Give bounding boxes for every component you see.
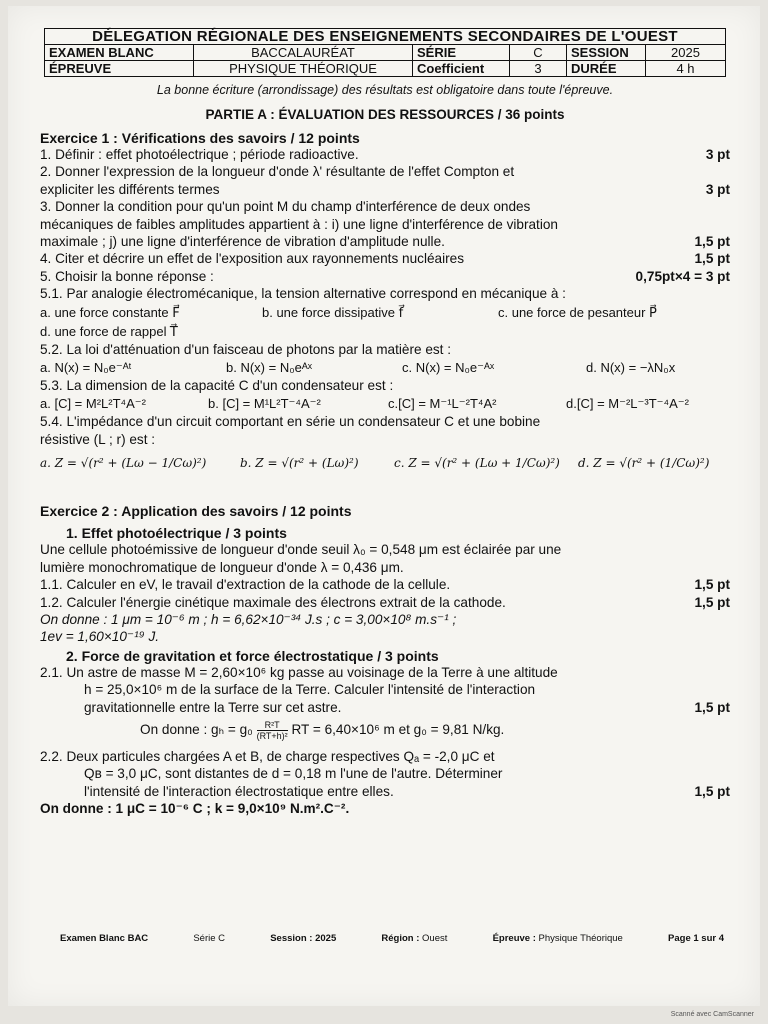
q2-line-1: 2. Donner l'expression de la longueur d'onde λ' résultante de l'effet Compton et (40, 164, 515, 180)
exam-content (40, 28, 730, 944)
header-duree-value: 4 h (646, 61, 726, 77)
q1-points: 3 pt (705, 147, 730, 162)
header-coef-label: Coefficient (413, 61, 510, 77)
header-duree-label: DURÉE (567, 61, 646, 77)
header-serie-label: SÉRIE (413, 45, 510, 61)
q5-4-option-c: c. Z = √(r² + (Lω + 1/Cω)²) (394, 456, 560, 471)
exercise-1-title: Exercice 1 : Vérifications des savoirs / 12 points (40, 130, 360, 146)
q5-2-option-b: b. N(x) = N₀eᴬˣ (226, 360, 312, 376)
header-epreuve-label: ÉPREUVE (45, 61, 194, 77)
footer-region: Ouest (422, 933, 448, 944)
header-exam-name: BACCALAURÉAT (194, 45, 413, 61)
footer-epreuve: Physique Théorique (538, 933, 623, 944)
header-session-label: SESSION (567, 45, 646, 61)
footer-exam: Examen Blanc BAC (60, 933, 149, 944)
q1-2-points: 1,5 pt (694, 594, 730, 610)
part-a-title: PARTIE A : ÉVALUATION DES RESSOURCES / 36 points (205, 107, 565, 122)
page-footer (60, 933, 724, 944)
q5-3-option-b: b. [C] = M¹L²T⁻⁴A⁻² (208, 396, 321, 412)
exam-sheet (8, 6, 760, 1006)
q2-1-points: 1,5 pt (694, 699, 730, 715)
ex2-s1-line-1: Une cellule photoémissive de longueur d'onde seuil λ₀ = 0,548 μm est éclairée par une (40, 542, 562, 558)
footer-region-label: Région : (381, 933, 420, 944)
ex2-section-1-title: 1. Effet photoélectrique / 3 points (66, 525, 287, 542)
gravity-fraction: $\frac{\text{R²T}}{\text{(RT+h)²}}$ (256, 719, 288, 741)
q5-2-option-c: c. N(x) = N₀e⁻ᴬˣ (402, 360, 495, 376)
q5-4-options (40, 454, 730, 473)
q5-4-line-1: 5.4. L'impédance d'un circuit comportant en série un condensateur C et une bobine (40, 414, 541, 430)
footer-session: 2025 (315, 933, 337, 944)
q5-3-option-d: d.[C] = M⁻²L⁻³T⁻⁴A⁻² (566, 396, 689, 412)
header-epreuve-value: PHYSIQUE THÉORIQUE (194, 61, 413, 77)
q5-points: 0,75pt×4 = 3 pt (635, 268, 730, 284)
q5-3-option-c: c.[C] = M⁻¹L⁻²T⁴A² (388, 396, 497, 412)
q1-1-points: 1,5 pt (694, 577, 730, 593)
q2-2-line-2: Qʙ = 3,0 μC, sont distantes de d = 0,18 m l'une de l'autre. Déterminer (84, 766, 503, 782)
q5-1: 5.1. Par analogie électromécanique, la tension alternative correspond en mécanique à : (40, 286, 566, 302)
q5-4-line-2: résistive (L ; r) est : (40, 431, 156, 447)
q5-4-option-d: d. Z = √(r² + (1/Cω)²) (578, 456, 710, 471)
q2-1-line-3: gravitationnelle entre la Terre sur cet astre. 1,5 pt (84, 699, 730, 715)
q2-line-2: expliciter les différents termes 3 pt (40, 181, 730, 197)
q5-1-option-c: c. une force de pesanteur P⃗ (498, 304, 657, 320)
ex2-s2-given: On donne : 1 μC = 10⁻⁶ C ; k = 9,0×10⁹ N.m².C⁻². (40, 801, 350, 817)
q5-1-options (40, 303, 730, 322)
q5-2-option-d: d. N(x) = −λN₀x (586, 360, 676, 376)
footer-serie: Série C (193, 933, 226, 944)
scanner-watermark: Scanné avec CamScanner (670, 1011, 754, 1018)
header-serie-value: C (510, 45, 567, 61)
footer-epreuve-label: Épreuve : (492, 933, 536, 944)
header-session-value: 2025 (646, 45, 726, 61)
q4: 4. Citer et décrire un effet de l'exposition aux rayonnements nucléaires 1,5 pt (40, 251, 730, 267)
ex2-s1-line-2: lumière monochromatique de longueur d'onde λ = 0,436 μm. (40, 559, 404, 575)
q5-4-option-a: a. Z = √(r² + (Lω − 1/Cω)²) (40, 456, 207, 471)
q5-2-options (40, 358, 730, 377)
q5-2: 5.2. La loi d'atténuation d'un faisceau de photons par la matière est : (40, 341, 452, 357)
q5-4-option-b: b. Z = √(r² + (Lω)²) (240, 456, 359, 471)
q5-3: 5.3. La dimension de la capacité C d'un condensateur est : (40, 378, 394, 394)
header-exam-type: EXAMEN BLANC (45, 45, 194, 61)
header-coef-value: 3 (510, 61, 567, 77)
writing-note: La bonne écriture (arrondissage) des résultats est obligatoire dans toute l'épreuve. (156, 83, 614, 97)
exercise-2-title: Exercice 2 : Application des savoirs / 12 points (40, 503, 352, 520)
q5-1-option-d-row (40, 322, 730, 341)
header-title: DÉLEGATION RÉGIONALE DES ENSEIGNEMENTS SECONDAIRES DE L'OUEST (45, 29, 726, 45)
footer-session-label: Session : (270, 933, 313, 944)
q2-points: 3 pt (705, 181, 730, 197)
q4-points: 1,5 pt (694, 251, 730, 267)
q2-1-line-1: 2.1. Un astre de masse M = 2,60×10⁶ kg passe au voisinage de la Terre à une altitude (40, 664, 558, 680)
q1-1: 1.1. Calculer en eV, le travail d'extraction de la cathode de la cellule. 1,5 pt (40, 577, 730, 593)
q3-line-3: maximale ; j) une ligne d'interférence de vibration d'amplitude nulle. 1,5 pt (40, 234, 730, 250)
q3-points: 1,5 pt (694, 234, 730, 250)
q2-2-line-1: 2.2. Deux particules chargées A et B, de charge respectives Qₐ = -2,0 μC et (40, 748, 495, 764)
q2-1-line-2: h = 25,0×10⁶ m de la surface de la Terre. Calculer l'intensité de l'interaction (84, 682, 536, 698)
q5-1-option-d: d. une force de rappel T⃗ (40, 323, 178, 339)
footer-page-number: Page 1 sur 4 (668, 933, 724, 944)
q5-1-option-b: b. une force dissipative f⃗ (262, 304, 404, 320)
q5-1-option-a: a. une force constante F⃗ (40, 304, 180, 320)
ex2-s1-given-2: 1ev = 1,60×10⁻¹⁹ J. (40, 629, 160, 645)
q2-2-points: 1,5 pt (694, 783, 730, 799)
ex2-s1-given-1: On donne : 1 μm = 10⁻⁶ m ; h = 6,62×10⁻³⁴ J.s ; c = 3,00×10⁸ m.s⁻¹ ; (40, 611, 457, 627)
q2-2-line-3: l'intensité de l'interaction électrostatique entre elles. 1,5 pt (84, 783, 730, 799)
q5-3-option-a: a. [C] = M²L²T⁴A⁻² (40, 396, 146, 412)
q1: 1. Définir : effet photoélectrique ; période radioactive. 3 pt (40, 147, 730, 162)
q3-line-2: mécaniques de faibles amplitudes appartient à : i) une ligne d'interférence de vibration (40, 216, 558, 232)
q1-2: 1.2. Calculer l'énergie cinétique maximale des électrons extrait de la cathode. 1,5 pt (40, 594, 730, 610)
q3-line-1: 3. Donner la condition pour qu'un point M du champ d'interférence de deux ondes (40, 199, 531, 215)
q2-1-given: On donne : gₕ = g₀ $\frac{\text{R²T}}{\text{(RT+h)²}}$ RT = 6,40×10⁶ m et g₀ = 9,81 N/kg. (140, 719, 505, 741)
q5: 5. Choisir la bonne réponse : 0,75pt×4 = 3 pt (40, 268, 730, 284)
q5-2-option-a: a. N(x) = N₀e⁻ᴬᵗ (40, 360, 132, 376)
exam-header-table (44, 28, 726, 77)
ex2-section-2-title: 2. Force de gravitation et force électrostatique / 3 points (66, 647, 439, 664)
q5-3-options (40, 394, 730, 413)
